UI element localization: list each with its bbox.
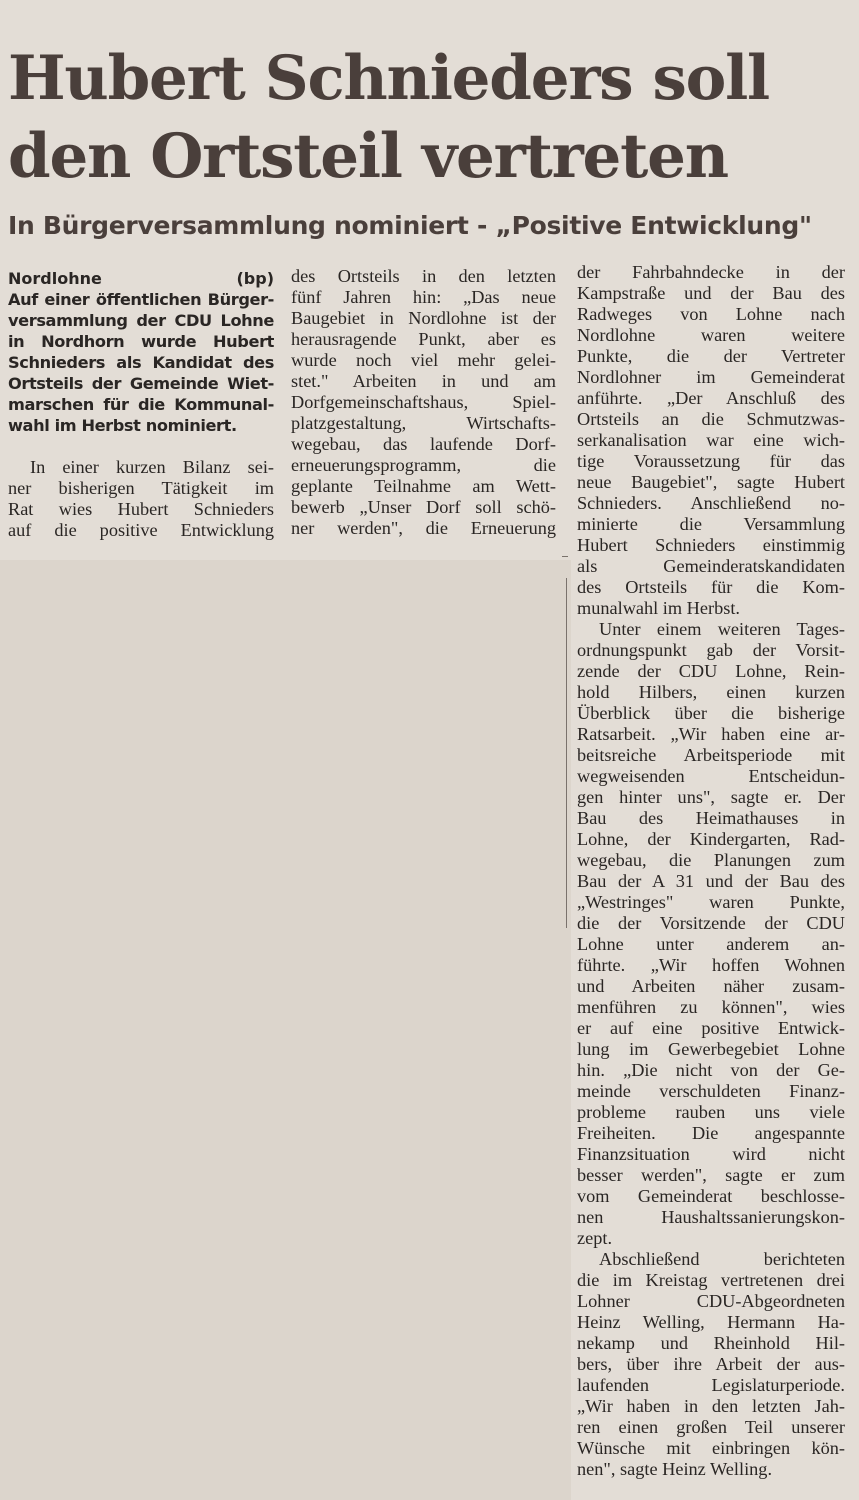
text-line: meinde verschuldeten Finanz- — [577, 1081, 845, 1101]
text-line: wahl im Herbst nominiert. — [8, 416, 237, 435]
text-line: probleme rauben uns viele — [577, 1102, 845, 1122]
text-line: marschen für die Kommunal- — [8, 395, 274, 414]
text-line: Nordlohner im Gemeinderat — [577, 367, 845, 387]
text-line: Lohner CDU-Abgeordneten — [577, 1291, 845, 1311]
text-line: nen", sagte Heinz Welling. — [577, 1459, 773, 1479]
body-paragraph-2 — [577, 262, 845, 619]
text-line: Lohne unter anderem an- — [577, 934, 845, 954]
body-paragraph-3 — [577, 619, 845, 1249]
text-line: nen Haushaltssanierungskon- — [577, 1207, 845, 1227]
text-line: fünf Jahren hin: „Das neue — [291, 287, 556, 307]
text-line: versammlung der CDU Lohne — [8, 311, 274, 330]
text-line: anführte. „Der Anschluß des — [577, 388, 845, 408]
text-line: Auf einer öffentlichen Bürger- — [8, 290, 274, 309]
text-line: munalwahl im Herbst. — [577, 598, 740, 618]
text-line: stet." Arbeiten in und am — [291, 371, 556, 391]
text-line: Finanzsituation wird nicht — [577, 1144, 845, 1164]
text-line: Nordlohne waren weitere — [577, 325, 845, 345]
text-line: Unter einem weiteren Tages- — [599, 619, 845, 639]
text-line: ner werden", die Erneuerung — [291, 518, 556, 538]
text-line: Radweges von Lohne nach — [577, 304, 845, 324]
text-line: tige Voraussetzung für das — [577, 451, 845, 471]
text-line: wegweisenden Entscheidun- — [577, 766, 845, 786]
text-line: Baugebiet in Nordlohne ist der — [291, 308, 556, 328]
text-line: wegebau, das laufende Dorf- — [291, 434, 556, 454]
text-line: serkanalisation war eine wich- — [577, 430, 845, 450]
text-line: Schnieders. Anschließend no- — [577, 493, 845, 513]
text-line: als Gemeinderatskandidaten — [577, 556, 845, 576]
dateline: Nordlohne (bp) — [8, 269, 274, 288]
text-line: des Ortsteils in den letzten — [291, 266, 556, 286]
text-line: lung im Gewerbegebiet Lohne — [577, 1039, 845, 1059]
text-line: geplante Teilnahme am Wett- — [291, 476, 556, 496]
body-paragraph-1 — [8, 457, 274, 541]
text-line: ner bisherigen Tätigkeit im — [8, 478, 274, 498]
text-line: beitsreiche Arbeitsperiode mit — [577, 745, 845, 765]
text-line: Kampstraße und der Bau des — [577, 283, 845, 303]
text-line: er auf eine positive Entwick- — [577, 1018, 845, 1038]
text-line: neue Baugebiet", sagte Hubert — [577, 472, 845, 492]
text-line: auf die positive Entwicklung — [8, 520, 274, 540]
text-line: führte. „Wir hoffen Wohnen — [577, 955, 845, 975]
lead-paragraph — [8, 289, 274, 436]
column-divider — [566, 578, 567, 928]
text-line: Lohne, der Kindergarten, Rad- — [577, 829, 845, 849]
text-line: hin. „Die nicht von der Ge- — [577, 1060, 845, 1080]
text-line: Ortsteils der Gemeinde Wiet- — [8, 374, 274, 393]
text-line: ordnungspunkt gab der Vorsit- — [577, 640, 845, 660]
text-line: Hubert Schnieders einstimmig — [577, 535, 845, 555]
text-line: ren einen großen Teil unserer — [577, 1417, 845, 1437]
text-line: nekamp und Rheinhold Hil- — [577, 1333, 845, 1353]
headline-line-2: den Ortsteil vertreten — [8, 121, 728, 192]
text-line: die der Vorsitzende der CDU — [577, 913, 845, 933]
text-line: der Fahrbahndecke in der — [577, 262, 845, 282]
text-line: wurde noch viel mehr gelei- — [291, 350, 556, 370]
text-line: bers, über ihre Arbeit der aus- — [577, 1354, 845, 1374]
column-divider-tick — [562, 556, 568, 557]
text-line: Heinz Welling, Hermann Ha- — [577, 1312, 845, 1332]
text-line: zende der CDU Lohne, Rein- — [577, 661, 845, 681]
text-line: platzgestaltung, Wirtschafts- — [291, 413, 556, 433]
text-line: Überblick über die bisherige — [577, 703, 845, 723]
text-line: „Wir haben in den letzten Jah- — [577, 1396, 845, 1416]
text-line: zept. — [577, 1228, 613, 1248]
text-line: „Westringes" waren Punkte, — [577, 892, 845, 912]
subheadline: In Bürgerversammlung nominiert - „Positive Entwicklung" — [8, 211, 812, 240]
column-2 — [291, 266, 556, 539]
text-line: minierte die Versammlung — [577, 514, 845, 534]
text-line: Freiheiten. Die angespannte — [577, 1123, 845, 1143]
headline — [8, 40, 848, 196]
headline-line-1: Hubert Schnieders soll — [8, 43, 770, 114]
text-line: des Ortsteils für die Kom- — [577, 577, 845, 597]
column-3 — [577, 262, 845, 1480]
column-1 — [8, 268, 274, 541]
text-line: Dorfgemeinschaftshaus, Spiel- — [291, 392, 556, 412]
text-line: wegebau, die Planungen zum — [577, 850, 845, 870]
text-line: Wünsche mit einbringen kön- — [577, 1438, 845, 1458]
text-line: besser werden", sagte er zum — [577, 1165, 845, 1185]
text-line: gen hinter uns", sagte er. Der — [577, 787, 845, 807]
text-line: die im Kreistag vertretenen drei — [577, 1270, 845, 1290]
text-line: erneuerungsprogramm, die — [291, 455, 556, 475]
text-line: bewerb „Unser Dorf soll schö- — [291, 497, 556, 517]
text-line: Punkte, die der Vertreter — [577, 346, 845, 366]
text-line: Schnieders als Kandidat des — [8, 353, 274, 372]
text-line: vom Gemeinderat beschlosse- — [577, 1186, 845, 1206]
text-line: Abschließend berichteten — [599, 1249, 845, 1269]
text-line: in Nordhorn wurde Hubert — [8, 332, 274, 351]
body-paragraph-4 — [577, 1249, 845, 1480]
text-line: In einer kurzen Bilanz sei- — [30, 457, 274, 477]
text-line: Bau des Heimathauses in — [577, 808, 845, 828]
text-line: menführen zu können", wies — [577, 997, 845, 1017]
text-line: und Arbeiten näher zusam- — [577, 976, 845, 996]
text-line: herausragende Punkt, aber es — [291, 329, 556, 349]
text-line: hold Hilbers, einen kurzen — [577, 682, 845, 702]
text-line: Rat wies Hubert Schnieders — [8, 499, 274, 519]
text-line: Ratsarbeit. „Wir haben eine ar- — [577, 724, 845, 744]
text-line: Bau der A 31 und der Bau des — [577, 871, 845, 891]
text-line: laufenden Legislaturperiode. — [577, 1375, 845, 1395]
text-line: Ortsteils an die Schmutzwas- — [577, 409, 845, 429]
